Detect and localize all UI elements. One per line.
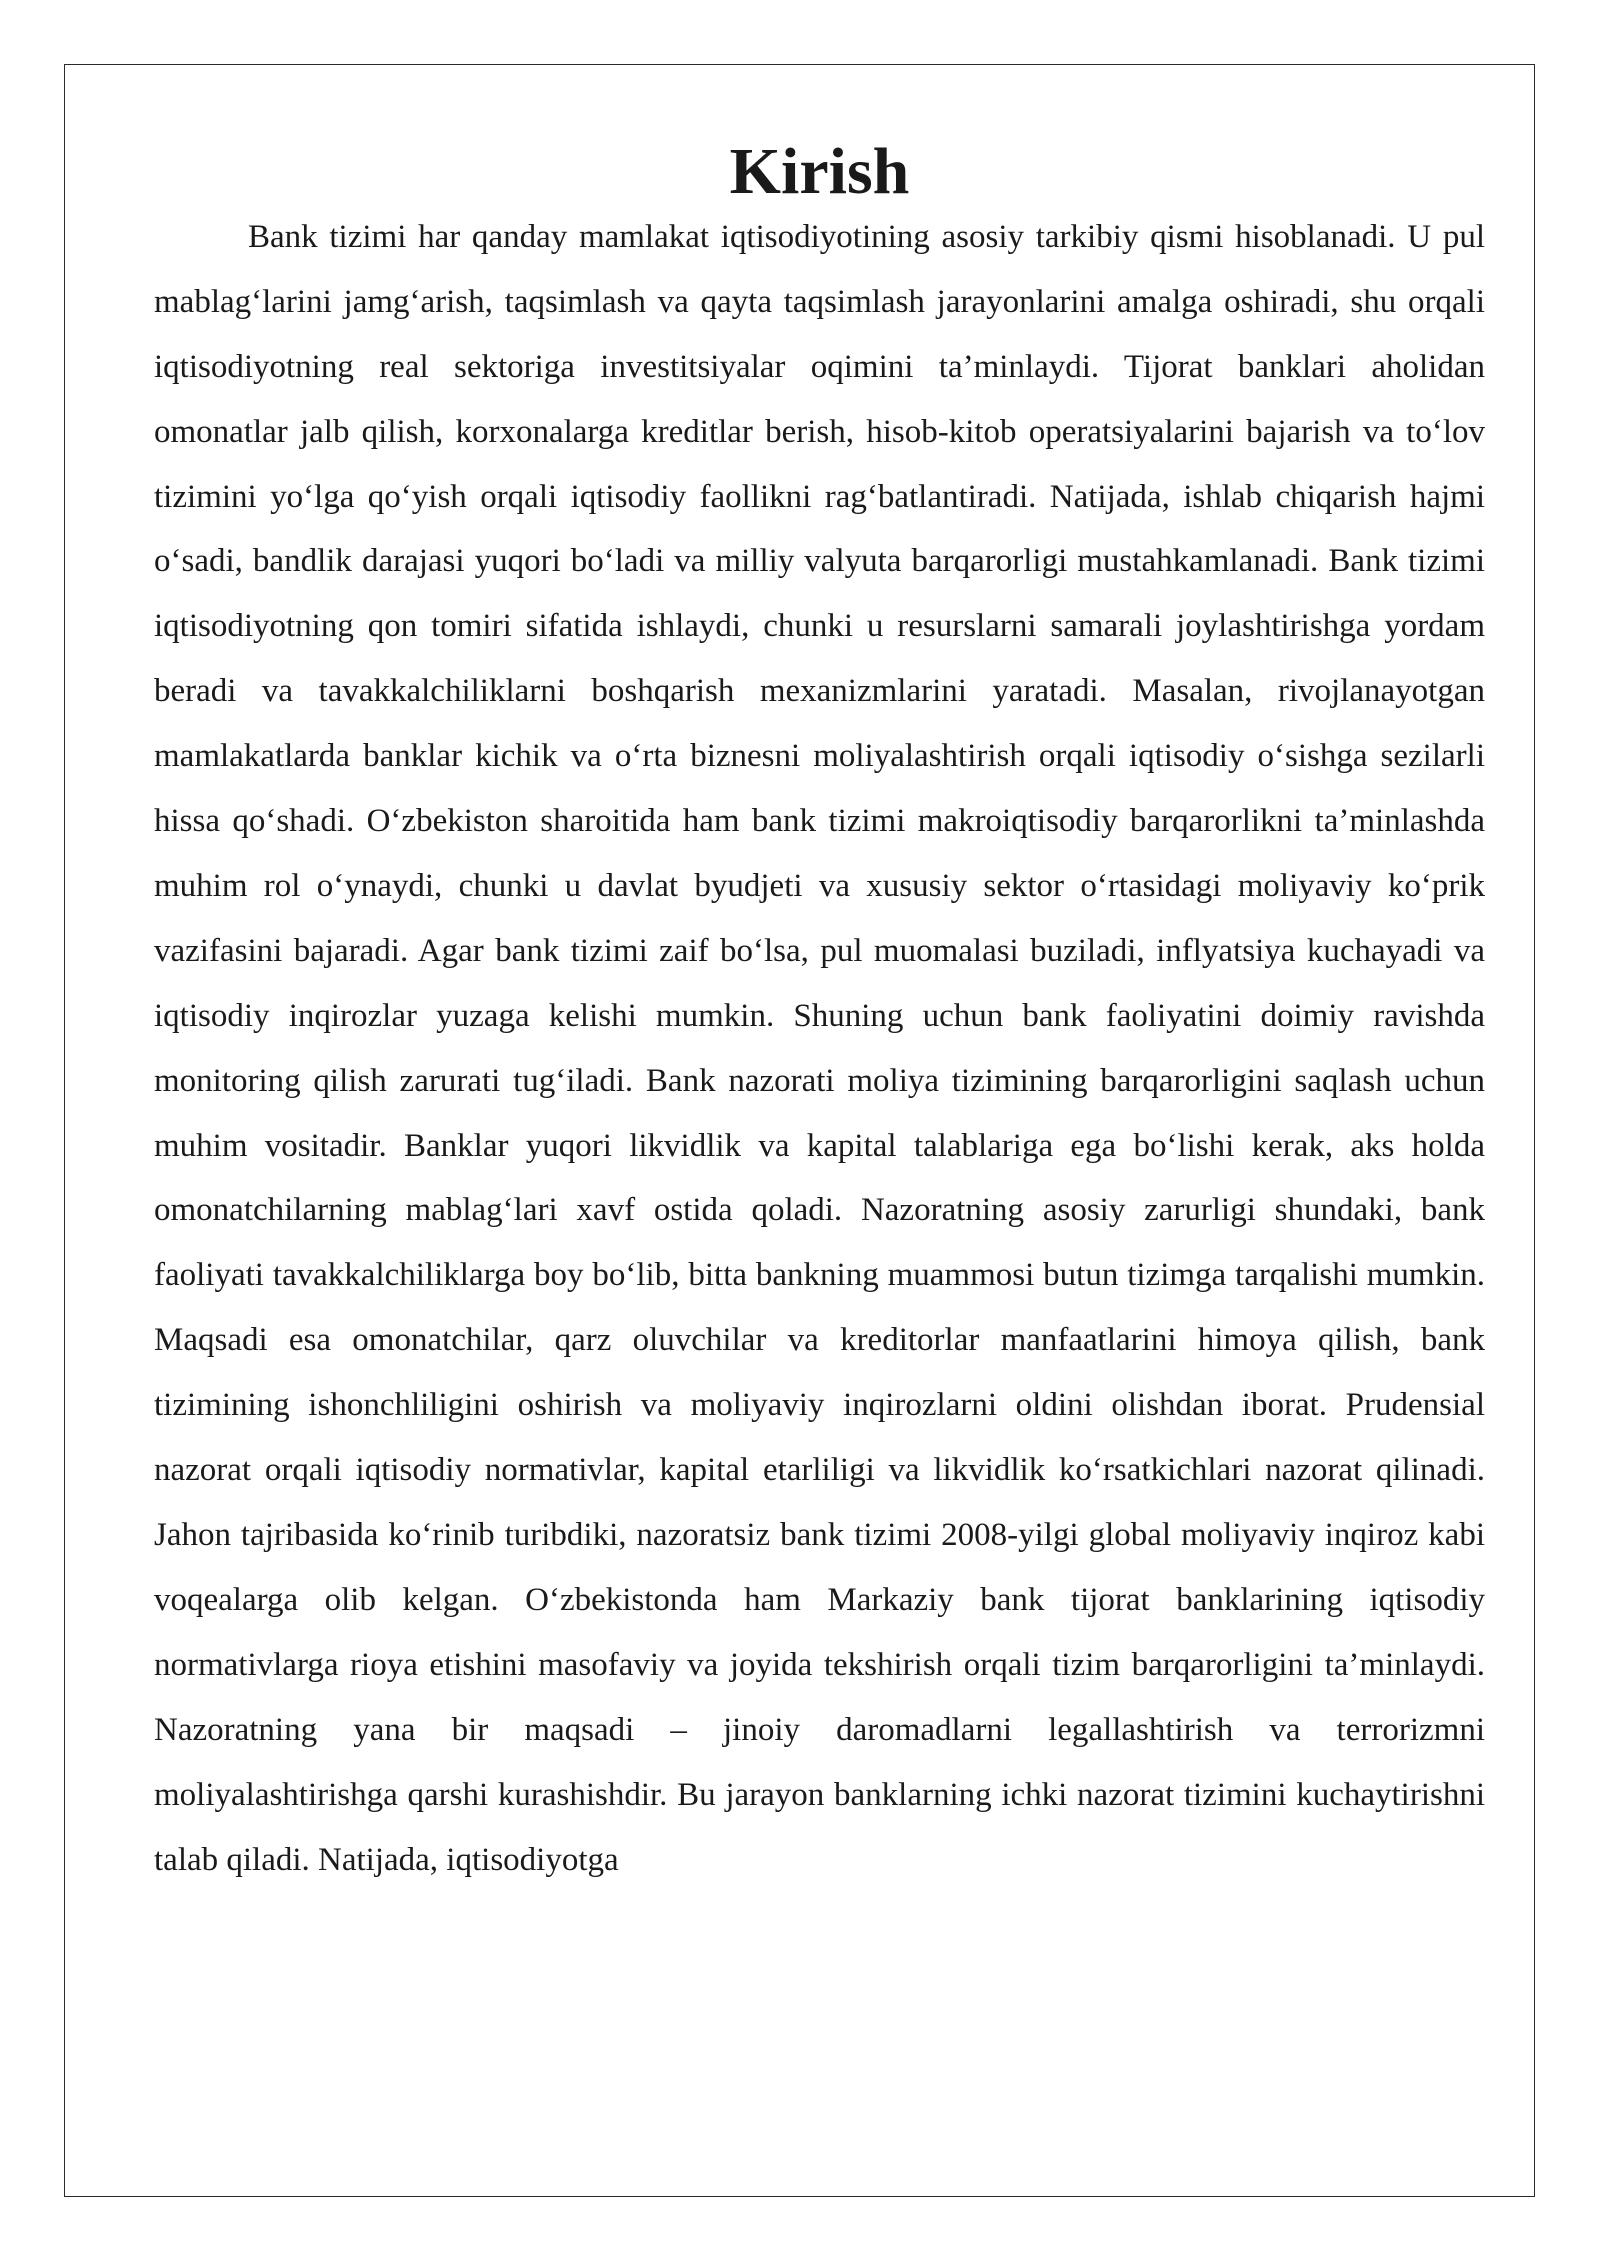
document-body xyxy=(154,135,1485,1892)
body-paragraph: Bank tizimi har qanday mamlakat iqtisodiyotining asosiy tarkibiy qismi hisoblanadi. U pul mablag‘larini jamg‘arish, taqsimlash va qayta taqsimlash jarayonlarini amalga oshiradi, shu orqali iqtisodiyotning real sektoriga investitsiyalar oqimini ta’minlaydi. Tijorat banklari aholidan omonatlar jalb qilish, korxonalarga kreditlar berish, hisob-kitob operatsiyalarini bajarish va to‘lov tizimini yo‘lga qo‘yish orqali iqtisodiy faollikni rag‘batlantiradi. Natijada, ishlab chiqarish hajmi o‘sadi, bandlik darajasi yuqori bo‘ladi va milliy valyuta barqarorligi mustahkamlanadi. Bank tizimi iqtisodiyotning qon tomiri sifatida ishlaydi, chunki u resurslarni samarali joylashtirishga yordam beradi va tavakkalchiliklarni boshqarish mexanizmlarini yaratadi. Masalan, rivojlanayotgan mamlakatlarda banklar kichik va o‘rta biznesni moliyalashtirish orqali iqtisodiy o‘sishga sezilarli hissa qo‘shadi. O‘zbekiston sharoitida ham bank tizimi makroiqtisodiy barqarorlikni ta’minlashda muhim rol o‘ynaydi, chunki u davlat byudjeti va xususiy sektor o‘rtasidagi moliyaviy ko‘prik vazifasini bajaradi. Agar bank tizimi zaif bo‘lsa, pul muomalasi buziladi, inflyatsiya kuchayadi va iqtisodiy inqirozlar yuzaga kelishi mumkin. Shuning uchun bank faoliyatini doimiy ravishda monitoring qilish zarurati tug‘iladi. Bank nazorati moliya tizimining barqarorligini saqlash uchun muhim vositadir. Banklar yuqori likvidlik va kapital talablariga ega bo‘lishi kerak, aks holda omonatchilarning mablag‘lari xavf ostida qoladi. Nazoratning asosiy zarurligi shundaki, bank faoliyati tavakkalchiliklarga boy bo‘lib, bitta bankning muammosi butun tizimga tarqalishi mumkin. Maqsadi esa omonatchilar, qarz oluvchilar va kreditorlar manfaatlarini himoya qilish, bank tizimining ishonchliligini oshirish va moliyaviy inqirozlarni oldini olishdan iborat. Prudensial nazorat orqali iqtisodiy normativlar, kapital etarliligi va likvidlik ko‘rsatkichlari nazorat qilinadi. Jahon tajribasida ko‘rinib turibdiki, nazoratsiz bank tizimi 2008-yilgi global moliyaviy inqiroz kabi voqealarga olib kelgan. O‘zbekistonda ham Markaziy bank tijorat banklarining iqtisodiy normativlarga rioya etishini masofaviy va joyida tekshirish orqali tizim barqarorligini ta’minlaydi. Nazoratning yana bir maqsadi – jinoiy daromadlarni legallashtirish va terrorizmni moliyalashtirishga qarshi kurashishdir. Bu jarayon banklarning ichki nazorat tizimini kuchaytirishni talab qiladi. Natijada, iqtisodiyotga xyxy=(154,218,1485,1878)
document-title: Kirish xyxy=(729,135,910,208)
